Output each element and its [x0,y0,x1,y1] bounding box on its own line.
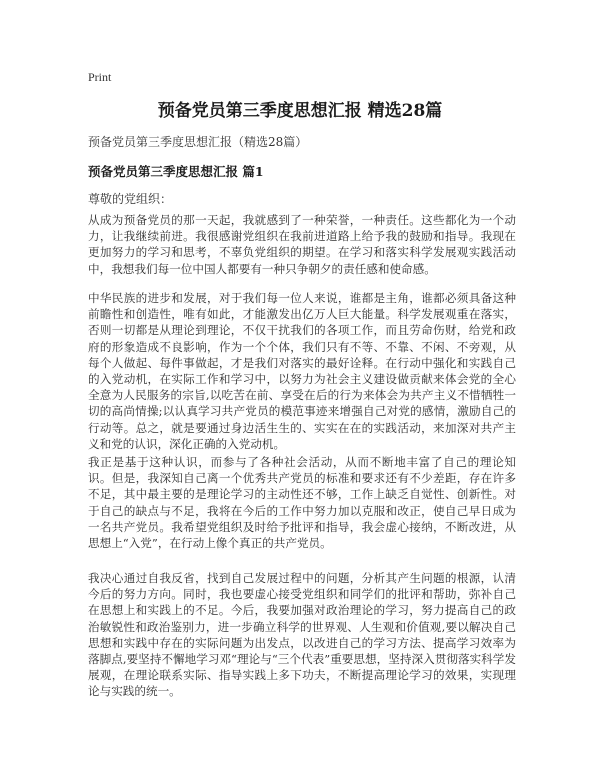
body-paragraph-2: 中华民族的进步和发展，对于我们每一位人来说，谁都是主角，谁都必须具备这种前瞻性和创造性，唯有如此，才能激发出亿万人巨大能量。科学发展观重在落实，否则一切都是从理论到理论，不仅干扰我们的各项工作，而且劳命伤财，给党和政府的形象造成不良影响，作为一个个体，我们只有不等、不靠、不闲、不旁观，从每个人做起、每件事做起，才是我们对落实的最好诠释。在行动中强化和实践自己的入党动机，在实际工作和学习中，以努力为社会主义建设做贡献来体会党的全心全意为人民服务的宗旨,以吃苦在前、享受在后的行为来体会为共产主义不惜牺牲一切的高尚情操;以认真学习共产党员的模范事迹来增强自己对党的感情，激励自己的行动等。总之，就是要通过身边活生生的、实实在在的实践活动，来加深对共产主义和党的认识，深化正确的入党动机。 [88,291,516,451]
body-paragraph-1: 从成为预备党员的那一天起，我就感到了一种荣誉，一种责任。这些都化为一个动力，让我继续前进。我很感谢党组织在我前进道路上给予我的鼓励和指导。我现在更加努力的学习和思考，不辜负党组织的期望。在学习和落实科学发展观实践活动中，我想我们每一位中国人都要有一种只争朝夕的责任感和使命感。 [88,213,516,276]
salutation: 尊敬的党组织： [88,192,173,206]
print-link[interactable]: Print [88,70,112,84]
document-subtitle: 预备党员第三季度思想汇报（精选28篇） [88,135,308,149]
body-paragraph-3: 我正是基于这种认识，而参与了各种社会活动，从而不断地丰富了自己的理论知识。但是，我深知自己离一个优秀共产党员的标准和要求还有不少差距，存在许多不足，其中最主要的是理论学习的主动性还不够，工作上缺乏自觉性、创新性。对于自己的缺点与不足，我将在今后的工作中努力加以克服和改正，使自己早日成为一名共产党员。我希望党组织及时给予批评和指导，我会虚心接纳，不断改进，从思想上“入党”，在行动上像个真正的共产党员。 [88,455,516,551]
section-heading: 预备党员第三季度思想汇报 篇1 [88,164,264,179]
body-paragraph-4: 我决心通过自我反省，找到自己发展过程中的问题，分析其产生问题的根源，认清今后的努力方向。同时，我也要虚心接受党组织和同学们的批评和帮助，弥补自己在思想上和实践上的不足。今后，我要加强对政治理论的学习，努力提高自己的政治敏锐性和政治鉴别力，进一步确立科学的世界观、人生观和价值观,要以解决自己思想和实践中存在的实际问题为出发点，以改进自己的学习方法、提高学习效率为落脚点,要坚持不懈地学习邓“理论与“三个代表”重要思想，坚持深入贯彻落实科学发展观，在理论联系实际、指导实践上多下功夫，不断提高理论学习的效果，实现理论与实践的统一。 [88,571,516,699]
document-title: 预备党员第三季度思想汇报 精选28篇 [157,101,443,121]
